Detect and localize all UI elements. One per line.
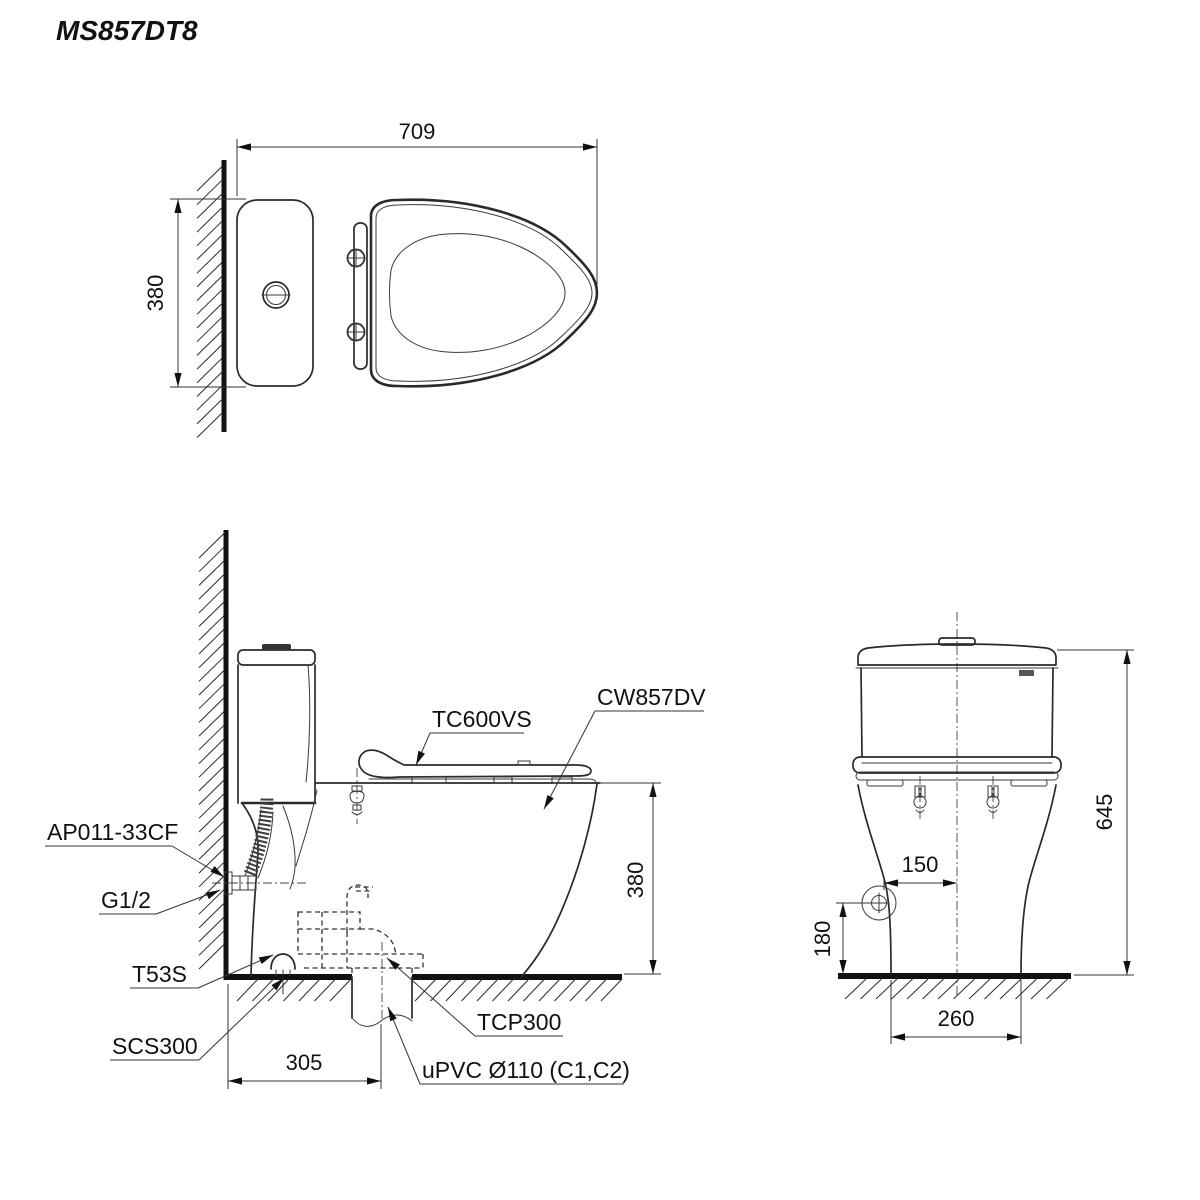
hatch-line <box>601 979 622 1001</box>
front-view <box>810 612 1134 1044</box>
arrow-head <box>649 960 656 974</box>
hatch-line <box>876 979 897 999</box>
dim-text-380-side: 380 <box>623 861 648 899</box>
dimension-709 <box>237 119 597 292</box>
hatch-line <box>199 793 225 818</box>
seat-bumper <box>412 777 446 783</box>
seat-bumper <box>552 777 572 783</box>
arrow-head <box>1007 1033 1021 1040</box>
hatch-line <box>197 248 223 273</box>
brand-logo <box>1019 670 1034 676</box>
seat-bumper <box>494 777 512 783</box>
seat-bolt-left <box>914 776 926 822</box>
tank-side-view <box>238 644 315 803</box>
hatch-line <box>197 372 223 397</box>
hatch-line <box>199 560 225 585</box>
hatch-line <box>985 979 1006 999</box>
flush-button-side <box>262 644 291 650</box>
hatch-line <box>861 979 882 999</box>
hatch-line <box>197 413 223 438</box>
dimension-260 <box>891 980 1021 1044</box>
hatch-line <box>199 807 225 832</box>
hatch-line <box>330 979 351 1001</box>
dimension-305 <box>228 984 381 1089</box>
hatch-line <box>199 903 225 928</box>
dim-text-180: 180 <box>810 920 835 958</box>
hatch-line <box>199 725 225 750</box>
label-stop-valve <box>45 819 224 877</box>
hatch-line <box>969 979 990 999</box>
hatch-line <box>431 979 452 1001</box>
label-adapter <box>387 958 563 1036</box>
dimension-645 <box>1057 650 1134 975</box>
label-flange <box>110 978 284 1060</box>
arrow-head <box>228 1077 242 1084</box>
hatch-line <box>199 739 225 764</box>
dim-text-709: 709 <box>398 119 436 144</box>
arrow-head <box>891 1033 905 1040</box>
hatch-line <box>197 317 223 342</box>
hatch-line <box>1031 979 1052 999</box>
hatch-line <box>477 979 498 1001</box>
arrow-head <box>259 955 273 964</box>
label-bowl <box>544 684 706 809</box>
hatch-line <box>197 289 223 314</box>
dim-text-150: 150 <box>901 852 939 877</box>
hinge-tab-left <box>867 780 903 786</box>
hatch-line <box>199 697 225 722</box>
arrow-head <box>388 1007 397 1021</box>
tank-top-view <box>237 200 313 386</box>
hinge-bolt-bottom <box>347 323 365 341</box>
seat-top-view <box>347 200 597 387</box>
hatch-line <box>199 821 225 846</box>
svg-text:G1/2: G1/2 <box>101 887 151 913</box>
hatch-line <box>199 670 225 695</box>
hatch-line <box>197 262 223 287</box>
hatch-line <box>299 979 320 1001</box>
hatch-line <box>199 615 225 640</box>
hatch-line <box>199 766 225 791</box>
seat-side-view <box>350 750 596 824</box>
arrow-head <box>943 879 957 886</box>
hatch-line <box>197 180 223 205</box>
hatch-line <box>508 979 529 1001</box>
hidden-trapway-plumbing <box>298 885 423 976</box>
tank-lid <box>238 650 315 665</box>
hatch-line <box>197 330 223 355</box>
svg-text:TCP300: TCP300 <box>477 1009 562 1035</box>
label-seat-cover <box>416 706 532 765</box>
hatch-line <box>197 207 223 232</box>
hatch-line <box>197 235 223 260</box>
hatch-line <box>197 303 223 328</box>
hatch-line <box>197 358 223 383</box>
hinge-tab-right <box>1011 780 1047 786</box>
hinge-plate <box>354 223 367 369</box>
hatch-line <box>199 930 225 955</box>
side-view <box>45 530 706 1089</box>
arrow-head <box>416 751 425 765</box>
hatch-line <box>199 711 225 736</box>
hatch-line <box>197 385 223 410</box>
svg-text:uPVC Ø110 (C1,C2): uPVC Ø110 (C1,C2) <box>422 1057 630 1083</box>
hatch-line <box>197 166 223 191</box>
hatch-line <box>199 656 225 681</box>
top-view <box>143 119 597 432</box>
hatch-line <box>199 917 225 942</box>
arrow-head <box>174 199 181 213</box>
arrow-head <box>210 866 224 877</box>
hatch-line <box>845 979 866 999</box>
hatch-line <box>938 979 959 999</box>
hatch-line <box>197 221 223 246</box>
drawing-title: MS857DT8 <box>56 15 198 46</box>
hatch-line <box>199 533 225 558</box>
dim-text-305: 305 <box>285 1050 323 1075</box>
hatch-line <box>199 834 225 859</box>
hatch-line <box>462 979 483 1001</box>
arrow-head <box>649 783 656 797</box>
hinge-bolt-top <box>347 249 365 267</box>
hatch-line <box>1000 979 1021 999</box>
dimension-380-top <box>143 199 246 387</box>
hatch-line <box>524 979 545 1001</box>
seat-bolt-right <box>987 776 999 822</box>
arrow-head <box>839 903 846 917</box>
arrow-head <box>1123 650 1130 664</box>
seat-lid-profile <box>359 750 591 777</box>
hatch-line <box>199 588 225 613</box>
hatch-line <box>197 276 223 301</box>
hatch-line <box>199 944 225 969</box>
hatch-line <box>284 979 305 1001</box>
svg-text:SCS300: SCS300 <box>112 1033 198 1059</box>
svg-text:CW857DV: CW857DV <box>597 684 706 710</box>
hatch-line <box>199 547 225 572</box>
braided-supply-hose <box>250 797 267 874</box>
seat-inner-outline <box>376 205 592 382</box>
bowl-side-view <box>242 784 597 994</box>
hatch-line <box>199 780 225 805</box>
arrow-head <box>1123 961 1130 975</box>
hatch-line <box>199 684 225 709</box>
hatch-line <box>555 979 576 1001</box>
svg-text:T53S: T53S <box>132 961 187 987</box>
dim-text-380-top: 380 <box>143 274 168 312</box>
hatch-line <box>446 979 467 1001</box>
bowl-front-profile <box>522 784 597 976</box>
arrow-head <box>583 143 597 150</box>
hatch-line <box>199 629 225 654</box>
svg-text:TC600VS: TC600VS <box>432 706 532 732</box>
hatch-line <box>1047 979 1068 999</box>
hatch-line <box>315 979 336 1001</box>
arrow-head <box>367 1077 381 1084</box>
hatch-line <box>570 979 591 1001</box>
drain-pipe <box>352 942 412 1026</box>
hatch-line <box>923 979 944 999</box>
arrow-head <box>839 960 846 974</box>
hatch-line <box>199 574 225 599</box>
arrow-head <box>174 373 181 387</box>
dim-text-260: 260 <box>937 1006 975 1031</box>
hatch-line <box>237 979 258 1001</box>
hatch-line <box>199 643 225 668</box>
adapter-inlet-hook <box>347 885 368 932</box>
trap-seal <box>271 954 295 969</box>
dim-text-645: 645 <box>1092 793 1117 831</box>
svg-text:AP011-33CF: AP011-33CF <box>47 819 179 845</box>
arrow-head <box>544 795 554 809</box>
hatch-line <box>197 399 223 424</box>
hatch-line <box>197 344 223 369</box>
label-thread <box>99 887 220 914</box>
hatch-line <box>1016 979 1037 999</box>
hatch-line <box>907 979 928 999</box>
hatch-line <box>197 193 223 218</box>
hatch-line <box>199 752 225 777</box>
hatch-line <box>586 979 607 1001</box>
hatch-line <box>892 979 913 999</box>
dimension-380-side <box>600 783 661 974</box>
seat-fixing-bolt <box>350 768 364 824</box>
hatch-line <box>415 979 436 1001</box>
hatch-line <box>539 979 560 1001</box>
arrow-head <box>237 143 251 150</box>
bowl-opening-outline <box>390 234 566 353</box>
seat-outer-outline <box>371 200 597 387</box>
hatch-line <box>199 602 225 627</box>
hatch-line <box>493 979 514 1001</box>
